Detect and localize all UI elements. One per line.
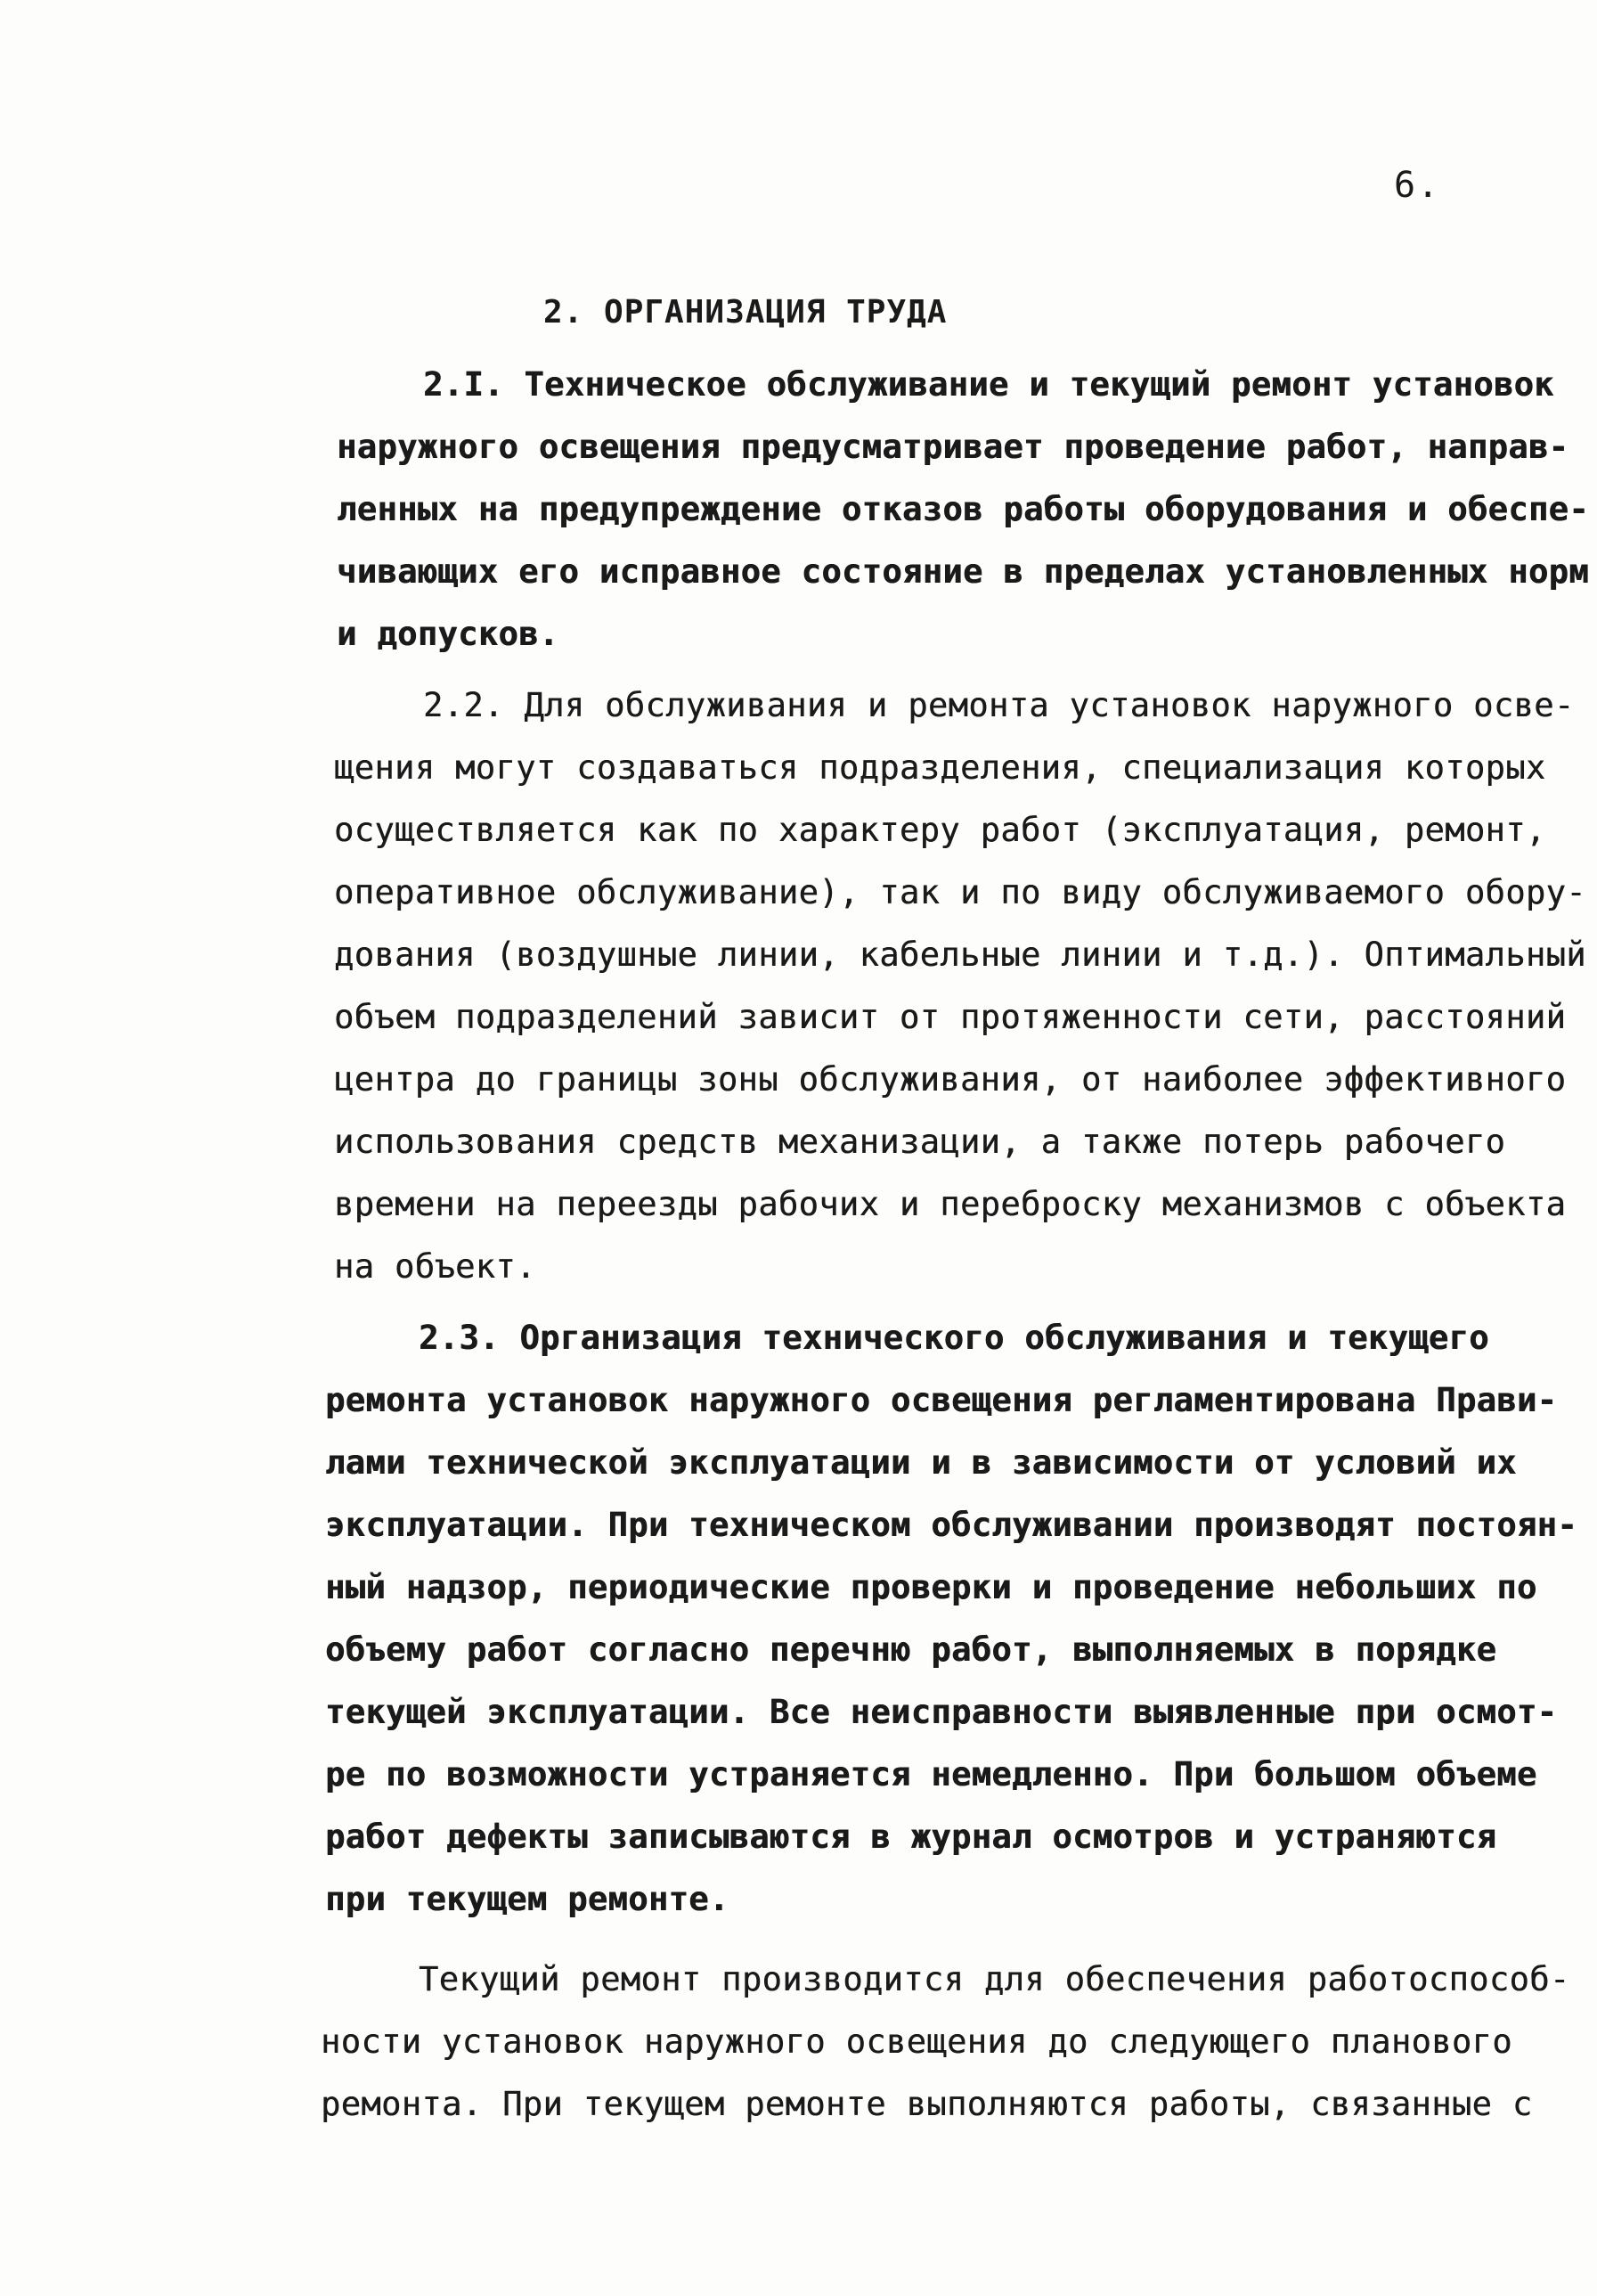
paragraph-line: ремонта установок наружного освещения регламентирована Прави- [325,1381,1558,1419]
paragraph-line: ленных на предупреждение отказов работы оборудования и обеспе- [337,490,1589,528]
page-number: 6. [1394,165,1441,206]
paragraph-line: наружного освещения предусматривает проведение работ, направ- [337,428,1569,466]
paragraph-line: и допусков. [337,615,559,653]
paragraph-line: эксплуатации. При техническом обслуживании производят постоян- [325,1506,1577,1544]
paragraph-line: текущей эксплуатации. Все неисправности выявленные при осмот- [325,1693,1558,1731]
paragraph-line: объему работ согласно перечню работ, выполняемых в порядке [325,1630,1497,1669]
paragraph-line: ный надзор, периодические проверки и проведение небольших по [325,1568,1537,1606]
paragraph-line: щения могут создаваться подразделения, специализация которых [334,748,1546,787]
paragraph-line: оперативное обслуживание), так и по виду обслуживаемого обору- [334,873,1586,911]
paragraph-line: ре по возможности устраняется немедленно. При большом объеме [325,1755,1537,1793]
paragraph-line: чивающих его исправное состояние в пределах установленных норм [337,552,1589,591]
paragraph-line: времени на переезды рабочих и переброску механизмов с объекта [334,1185,1567,1223]
paragraph-line: центра до границы зоны обслуживания, от наиболее эффективного [334,1060,1567,1099]
paragraph-line: Текущий ремонт производится для обеспечения работоспособ- [419,1960,1570,1998]
paragraph-line: использования средств механизации, а также потерь рабочего [334,1123,1506,1161]
paragraph-line: работ дефекты записываются в журнал осмотров и устраняются [325,1818,1497,1856]
paragraph-line: объем подразделений зависит от протяженности сети, расстояний [334,998,1567,1036]
paragraph-line: ности установок наружного освещения до следующего планового [321,2022,1512,2061]
paragraph-line: лами технической эксплуатации и в зависимости от условий их [325,1443,1517,1482]
paragraph-line: при текущем ремонте. [325,1880,729,1918]
paragraph-line: осуществляется как по характеру работ (эксплуатация, ремонт, [334,811,1546,849]
paragraph-line: 2.2. Для обслуживания и ремонта установок наружного осве- [423,686,1575,724]
section-title: 2. ОРГАНИЗАЦИЯ ТРУДА [543,294,948,331]
paragraph-line: 2.3. Организация технического обслуживания и текущего [419,1319,1489,1357]
paragraph-line: ремонта. При текущем ремонте выполняются работы, связанные с [321,2085,1533,2123]
paragraph-line: 2.I. Техническое обслуживание и текущий ремонт установок [423,365,1554,404]
paragraph-line: на объект. [334,1247,536,1286]
paragraph-line: дования (воздушные линии, кабельные линии и т.д.). Оптимальный [334,936,1586,974]
